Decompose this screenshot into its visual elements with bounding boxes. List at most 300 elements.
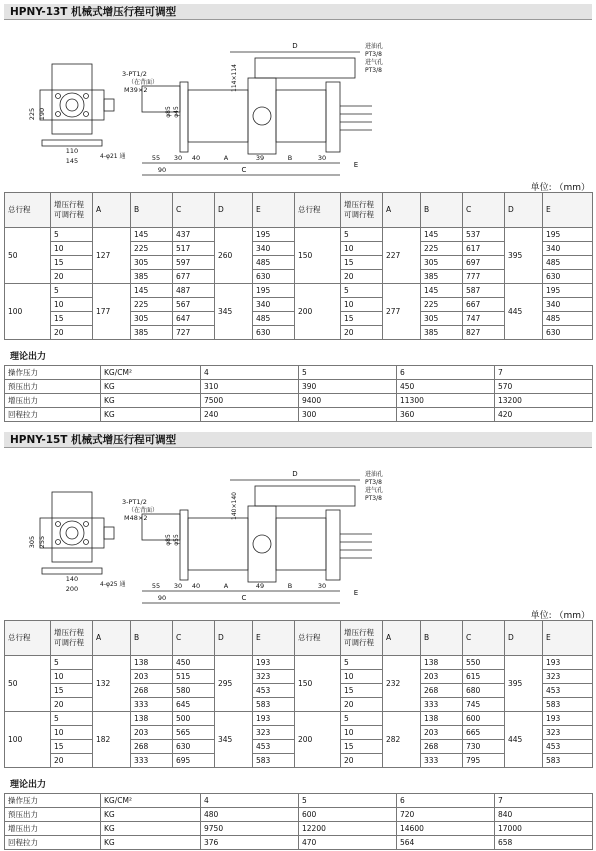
dim-E: 485 <box>543 312 593 326</box>
dim-E: 340 <box>543 298 593 312</box>
dim-C: 487 <box>173 284 215 298</box>
dim-A: 132 <box>93 656 131 712</box>
force-cell: 操作压力 <box>5 366 101 380</box>
boost-stroke: 10 <box>341 298 383 312</box>
column-header: A <box>93 193 131 228</box>
dim-D: 395 <box>505 228 543 284</box>
dim-C: 617 <box>463 242 505 256</box>
dim-C: 537 <box>463 228 505 242</box>
dim-C: 795 <box>463 754 505 768</box>
boost-stroke: 5 <box>341 228 383 242</box>
dim-A: 282 <box>383 712 421 768</box>
boost-stroke: 15 <box>51 312 93 326</box>
force-cell: 回程拉力 <box>5 836 101 850</box>
dim-bottom: 30 <box>173 582 183 590</box>
dim-C: 517 <box>173 242 215 256</box>
dim-height-inner: 190 <box>38 107 46 121</box>
dim-E: 630 <box>253 326 295 340</box>
force-cell: 600 <box>299 808 397 822</box>
dim-90: 90 <box>157 594 167 602</box>
dim-bottom: 39 <box>255 154 265 162</box>
dim-E: 195 <box>543 284 593 298</box>
dim-D: 445 <box>505 284 543 340</box>
dim-A: 232 <box>383 656 421 712</box>
force-cell: 720 <box>397 808 495 822</box>
dim-E: 630 <box>543 270 593 284</box>
dim-B: 145 <box>421 228 463 242</box>
dim-B: 305 <box>131 312 173 326</box>
dim-C: 680 <box>463 684 505 698</box>
port-note-back: （在背面） <box>128 79 159 86</box>
dim-E: 323 <box>543 670 593 684</box>
dim-E: 453 <box>543 684 593 698</box>
dim-width-inner: 140 <box>65 575 79 583</box>
force-cell: 12200 <box>299 822 397 836</box>
force-cell: 9750 <box>201 822 299 836</box>
dim-A: 277 <box>383 284 421 340</box>
air-port-size: PT3/8 <box>365 67 382 74</box>
dim-C: 777 <box>463 270 505 284</box>
air-port-label: 进气孔 <box>365 487 384 494</box>
dim-E: 340 <box>253 242 295 256</box>
force-row <box>5 822 593 836</box>
dim-E: E <box>353 161 359 169</box>
dim-B: 145 <box>131 228 173 242</box>
unit-label: 单位: （mm） <box>530 611 590 621</box>
dim-B: 268 <box>131 684 173 698</box>
force-cell: 7 <box>495 794 593 808</box>
dim-B: 225 <box>131 298 173 312</box>
dim-bottom: 30 <box>173 154 183 162</box>
force-cell: 420 <box>495 408 593 422</box>
dim-B: 203 <box>421 726 463 740</box>
dim-bottom: 55 <box>151 582 161 590</box>
technical-drawing <box>0 450 596 610</box>
section-title: HPNY-15T 机械式增压行程可调型 <box>4 432 592 448</box>
spec-table <box>4 620 593 768</box>
force-cell: KG <box>101 822 201 836</box>
boost-stroke: 5 <box>51 656 93 670</box>
force-cell: 570 <box>495 380 593 394</box>
dim-bottom: 55 <box>151 154 161 162</box>
bolt-hole-label: 4-φ25 通 <box>100 581 126 588</box>
dim-E: 193 <box>253 712 295 726</box>
column-header: B <box>421 621 463 656</box>
column-header: C <box>463 193 505 228</box>
dim-C: 587 <box>463 284 505 298</box>
dim-C: 747 <box>463 312 505 326</box>
dim-C: 600 <box>463 712 505 726</box>
dim-B: 138 <box>131 712 173 726</box>
dim-E: 583 <box>253 754 295 768</box>
column-header: 总行程 <box>295 193 341 228</box>
dim-B: 145 <box>131 284 173 298</box>
port-note-back: （在背面） <box>128 507 159 514</box>
dim-E: 195 <box>543 228 593 242</box>
boost-stroke: 20 <box>341 698 383 712</box>
dim-bottom: 30 <box>317 154 327 162</box>
force-cell: KG <box>101 408 201 422</box>
dim-C: 677 <box>173 270 215 284</box>
dim-flange: 114×114 <box>231 64 238 92</box>
dim-A: 227 <box>383 228 421 284</box>
force-cell: 300 <box>299 408 397 422</box>
force-cell: 6 <box>397 794 495 808</box>
force-row <box>5 836 593 850</box>
boost-stroke: 10 <box>51 242 93 256</box>
force-cell: 376 <box>201 836 299 850</box>
boost-stroke: 20 <box>341 754 383 768</box>
dim-bottom: 49 <box>255 582 265 590</box>
dim-height-outer: 305 <box>28 535 36 549</box>
dim-B: 225 <box>421 242 463 256</box>
dia-inner: φ45 <box>173 106 180 118</box>
dim-E: 323 <box>543 726 593 740</box>
force-cell: 450 <box>397 380 495 394</box>
dim-C: 615 <box>463 670 505 684</box>
force-row <box>5 408 593 422</box>
dim-A: 127 <box>93 228 131 284</box>
boost-stroke: 20 <box>51 698 93 712</box>
theory-title: 理论出力 <box>10 352 47 362</box>
column-header: B <box>131 193 173 228</box>
boost-stroke: 15 <box>51 684 93 698</box>
column-header: E <box>543 621 593 656</box>
column-header: D <box>505 193 543 228</box>
bolt-hole-label: 4-φ21 通 <box>100 153 126 160</box>
force-cell: 7 <box>495 366 593 380</box>
dia-inner: φ55 <box>173 534 180 546</box>
boost-stroke: 5 <box>51 712 93 726</box>
dim-width-outer: 200 <box>65 585 79 593</box>
dim-C: 697 <box>463 256 505 270</box>
force-cell: KG <box>101 394 201 408</box>
dim-B: 225 <box>131 242 173 256</box>
dim-E: 485 <box>253 312 295 326</box>
dim-E: 485 <box>253 256 295 270</box>
boost-stroke: 15 <box>341 256 383 270</box>
dim-D: 395 <box>505 656 543 712</box>
thread-note: M39×2 <box>124 86 148 94</box>
force-cell: 240 <box>201 408 299 422</box>
dim-E: 193 <box>543 656 593 670</box>
header-row <box>5 621 593 656</box>
dim-E: 630 <box>253 270 295 284</box>
force-cell: 9400 <box>299 394 397 408</box>
dim-bottom: A <box>223 154 229 162</box>
force-cell: 增压出力 <box>5 822 101 836</box>
dim-bottom: 40 <box>191 154 201 162</box>
dim-E: 323 <box>253 726 295 740</box>
force-cell: KG <box>101 380 201 394</box>
column-header: E <box>253 193 295 228</box>
dim-C: 730 <box>463 740 505 754</box>
dim-E: 630 <box>543 326 593 340</box>
dim-E: 453 <box>543 740 593 754</box>
dia-outer: φ85 <box>165 106 172 118</box>
boost-stroke: 10 <box>341 670 383 684</box>
thread-note: M48×2 <box>124 514 148 522</box>
boost-stroke: 10 <box>51 670 93 684</box>
column-header: B <box>421 193 463 228</box>
air-port-size: PT3/8 <box>365 495 382 502</box>
dim-E: 323 <box>253 670 295 684</box>
column-header: E <box>253 621 295 656</box>
total-stroke: 100 <box>5 712 51 768</box>
dim-C: 827 <box>463 326 505 340</box>
column-header: 增压行程 可调行程 <box>341 193 383 228</box>
force-cell: 390 <box>299 380 397 394</box>
column-header: B <box>131 621 173 656</box>
dim-height-inner: 255 <box>38 535 46 549</box>
dim-E: 583 <box>543 698 593 712</box>
boost-stroke: 10 <box>51 298 93 312</box>
column-header: D <box>215 193 253 228</box>
oil-port-label: 进油孔 <box>365 471 384 478</box>
force-cell: 5 <box>299 794 397 808</box>
dim-E: 583 <box>253 698 295 712</box>
dim-B: 225 <box>421 298 463 312</box>
dim-B: 305 <box>131 256 173 270</box>
dim-C: C <box>241 166 247 174</box>
force-row <box>5 366 593 380</box>
force-cell: 360 <box>397 408 495 422</box>
column-header: D <box>505 621 543 656</box>
dim-E: 453 <box>253 740 295 754</box>
dia-outer: φ85 <box>165 534 172 546</box>
force-cell: 564 <box>397 836 495 850</box>
dim-D: 445 <box>505 712 543 768</box>
dim-E: 340 <box>253 298 295 312</box>
dim-bottom: 30 <box>317 582 327 590</box>
force-cell: 310 <box>201 380 299 394</box>
column-header: D <box>215 621 253 656</box>
column-header: E <box>543 193 593 228</box>
force-row <box>5 394 593 408</box>
dim-B: 333 <box>131 754 173 768</box>
force-cell: 7500 <box>201 394 299 408</box>
table-row <box>5 228 593 242</box>
dim-E: 195 <box>253 228 295 242</box>
dim-B: 268 <box>131 740 173 754</box>
dim-C: 645 <box>173 698 215 712</box>
total-stroke: 100 <box>5 284 51 340</box>
force-cell: 6 <box>397 366 495 380</box>
dim-flange: 140×140 <box>231 492 238 520</box>
dim-A: 177 <box>93 284 131 340</box>
dim-C: 437 <box>173 228 215 242</box>
dim-90: 90 <box>157 166 167 174</box>
total-stroke: 150 <box>295 656 341 712</box>
boost-stroke: 5 <box>51 228 93 242</box>
column-header: C <box>173 621 215 656</box>
dim-C: 665 <box>463 726 505 740</box>
force-cell: 13200 <box>495 394 593 408</box>
dim-E: 453 <box>253 684 295 698</box>
dim-C: 450 <box>173 656 215 670</box>
dim-B: 385 <box>131 270 173 284</box>
dim-E: 583 <box>543 754 593 768</box>
dim-E: 193 <box>253 656 295 670</box>
column-header: 增压行程 可调行程 <box>51 621 93 656</box>
dim-bottom: B <box>287 582 293 590</box>
force-table <box>4 365 593 422</box>
boost-stroke: 10 <box>341 242 383 256</box>
force-row <box>5 808 593 822</box>
boost-stroke: 15 <box>51 740 93 754</box>
theory-title: 理论出力 <box>10 780 47 790</box>
force-row <box>5 380 593 394</box>
dim-C: 630 <box>173 740 215 754</box>
force-cell: 4 <box>201 794 299 808</box>
dim-C: 745 <box>463 698 505 712</box>
dim-A: 182 <box>93 712 131 768</box>
force-cell: KG/CM² <box>101 366 201 380</box>
dim-C: 500 <box>173 712 215 726</box>
port-note: 3-PT1/2 <box>122 70 147 78</box>
force-cell: 预压出力 <box>5 808 101 822</box>
dim-B: 268 <box>421 740 463 754</box>
column-header: C <box>173 193 215 228</box>
dim-width-outer: 145 <box>65 157 79 165</box>
dim-C: 597 <box>173 256 215 270</box>
force-cell: 11300 <box>397 394 495 408</box>
dim-C: 727 <box>173 326 215 340</box>
force-cell: KG <box>101 808 201 822</box>
boost-stroke: 20 <box>51 270 93 284</box>
oil-port-size: PT3/8 <box>365 51 382 58</box>
dim-B: 145 <box>421 284 463 298</box>
boost-stroke: 20 <box>341 270 383 284</box>
boost-stroke: 10 <box>341 726 383 740</box>
force-row <box>5 794 593 808</box>
oil-port-label: 进油孔 <box>365 43 384 50</box>
force-cell: 840 <box>495 808 593 822</box>
dim-D: 260 <box>215 228 253 284</box>
table-row <box>5 712 593 726</box>
boost-stroke: 20 <box>51 326 93 340</box>
dim-D: 295 <box>215 656 253 712</box>
boost-stroke: 15 <box>51 256 93 270</box>
column-header: 总行程 <box>5 193 51 228</box>
dim-D: D <box>292 470 298 478</box>
dim-C: 580 <box>173 684 215 698</box>
dim-B: 138 <box>131 656 173 670</box>
force-table <box>4 793 593 850</box>
boost-stroke: 10 <box>51 726 93 740</box>
dim-C: 695 <box>173 754 215 768</box>
force-cell: 回程拉力 <box>5 408 101 422</box>
total-stroke: 200 <box>295 284 341 340</box>
dim-B: 333 <box>421 698 463 712</box>
dim-B: 305 <box>421 312 463 326</box>
dim-B: 203 <box>131 726 173 740</box>
boost-stroke: 5 <box>341 712 383 726</box>
dim-width-inner: 110 <box>65 147 79 155</box>
boost-stroke: 15 <box>341 684 383 698</box>
dim-B: 305 <box>421 256 463 270</box>
force-cell: 4 <box>201 366 299 380</box>
force-cell: KG <box>101 836 201 850</box>
boost-stroke: 15 <box>341 312 383 326</box>
column-header: C <box>463 621 505 656</box>
boost-stroke: 20 <box>341 326 383 340</box>
dim-height-outer: 225 <box>28 107 36 121</box>
dim-C: 565 <box>173 726 215 740</box>
oil-port-size: PT3/8 <box>365 479 382 486</box>
boost-stroke: 15 <box>341 740 383 754</box>
header-row <box>5 193 593 228</box>
dim-B: 138 <box>421 712 463 726</box>
force-cell: KG/CM² <box>101 794 201 808</box>
boost-stroke: 20 <box>51 754 93 768</box>
dim-E: 193 <box>543 712 593 726</box>
dim-B: 268 <box>421 684 463 698</box>
force-cell: 预压出力 <box>5 380 101 394</box>
dim-C: 550 <box>463 656 505 670</box>
force-cell: 470 <box>299 836 397 850</box>
force-cell: 增压出力 <box>5 394 101 408</box>
dim-E: 485 <box>543 256 593 270</box>
force-cell: 17000 <box>495 822 593 836</box>
table-row <box>5 284 593 298</box>
boost-stroke: 5 <box>51 284 93 298</box>
force-cell: 操作压力 <box>5 794 101 808</box>
dim-E: E <box>353 589 359 597</box>
dim-D: D <box>292 42 298 50</box>
dim-D: 345 <box>215 712 253 768</box>
total-stroke: 50 <box>5 228 51 284</box>
column-header: A <box>383 621 421 656</box>
column-header: 增压行程 可调行程 <box>51 193 93 228</box>
boost-stroke: 5 <box>341 656 383 670</box>
dim-B: 385 <box>421 326 463 340</box>
dim-B: 385 <box>421 270 463 284</box>
dim-B: 138 <box>421 656 463 670</box>
column-header: 总行程 <box>5 621 51 656</box>
total-stroke: 150 <box>295 228 341 284</box>
force-cell: 658 <box>495 836 593 850</box>
dim-B: 385 <box>131 326 173 340</box>
spec-table <box>4 192 593 340</box>
dim-C: 647 <box>173 312 215 326</box>
force-cell: 14600 <box>397 822 495 836</box>
dim-C: 667 <box>463 298 505 312</box>
technical-drawing <box>0 22 596 182</box>
unit-label: 单位: （mm） <box>530 183 590 193</box>
column-header: 增压行程 可调行程 <box>341 621 383 656</box>
column-header: A <box>93 621 131 656</box>
dim-E: 340 <box>543 242 593 256</box>
air-port-label: 进气孔 <box>365 59 384 66</box>
dim-bottom: A <box>223 582 229 590</box>
dim-bottom: B <box>287 154 293 162</box>
dim-B: 333 <box>131 698 173 712</box>
column-header: A <box>383 193 421 228</box>
dim-B: 203 <box>131 670 173 684</box>
section-title: HPNY-13T 机械式增压行程可调型 <box>4 4 592 20</box>
dim-C: 567 <box>173 298 215 312</box>
table-row <box>5 656 593 670</box>
total-stroke: 50 <box>5 656 51 712</box>
dim-C: C <box>241 594 247 602</box>
dim-B: 203 <box>421 670 463 684</box>
force-cell: 5 <box>299 366 397 380</box>
dim-D: 345 <box>215 284 253 340</box>
dim-E: 195 <box>253 284 295 298</box>
dim-B: 333 <box>421 754 463 768</box>
port-note: 3-PT1/2 <box>122 498 147 506</box>
